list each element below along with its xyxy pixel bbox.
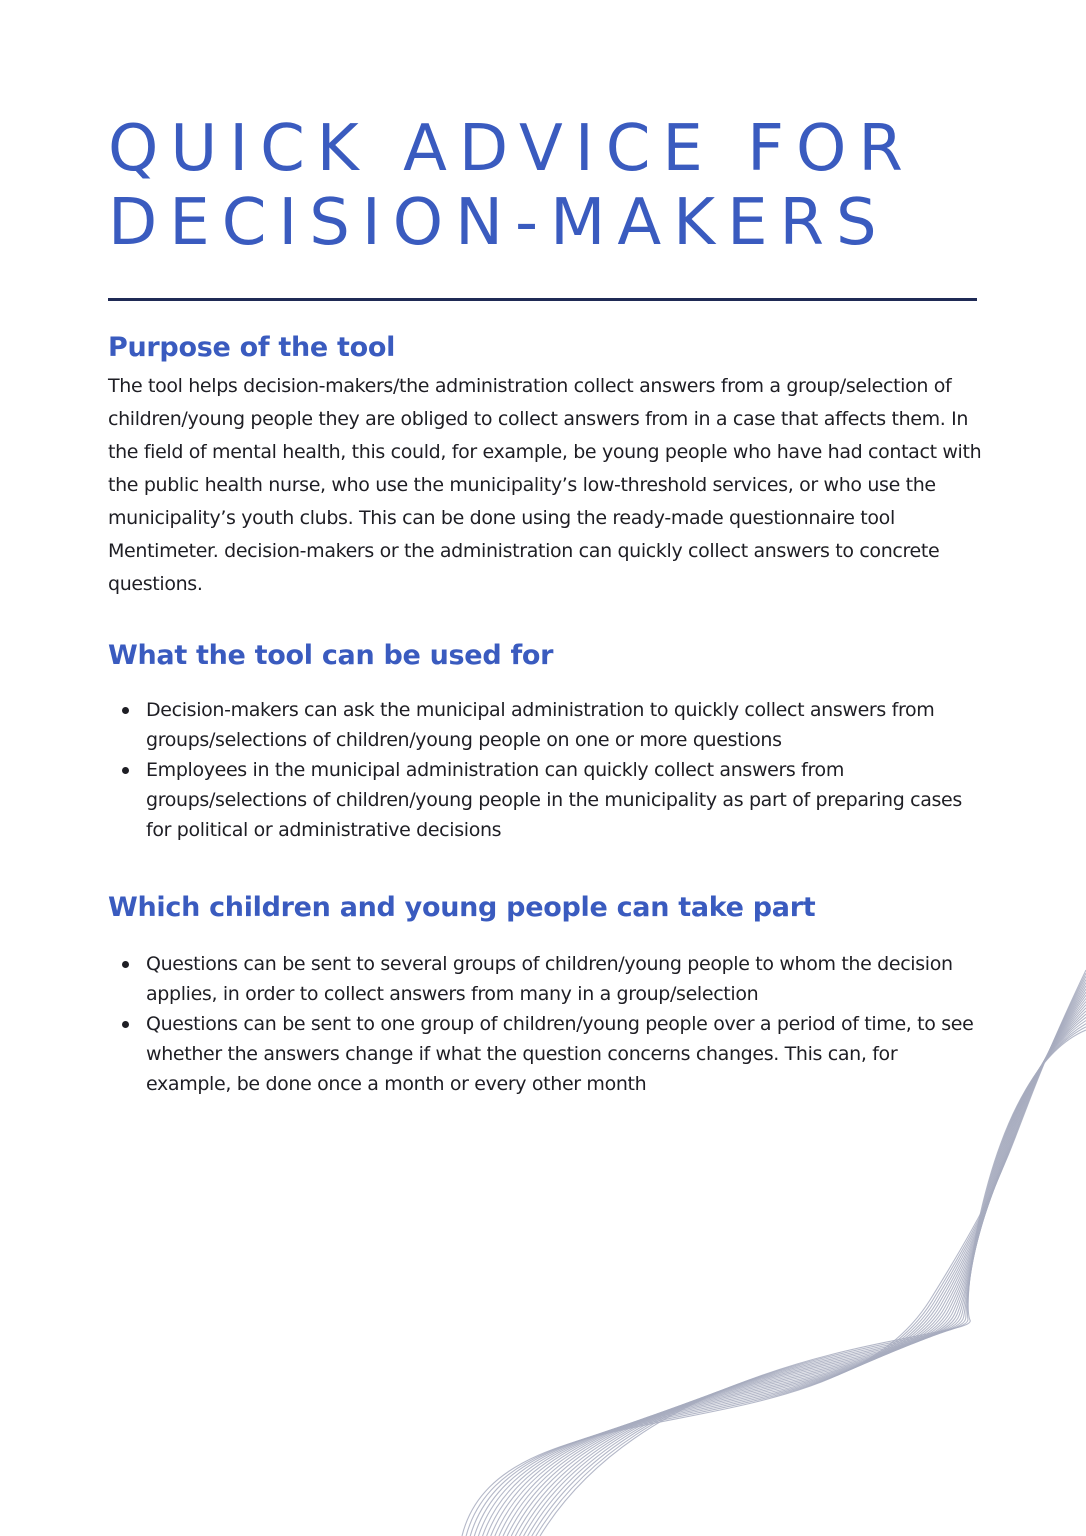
wave-line — [540, 1030, 1086, 1536]
list-item: Questions can be sent to one group of children/young people over a period of time, to see whether the answers change if what the question concerns changes. This can, for example, be done once a month or every other month — [108, 1009, 986, 1099]
list-item: Employees in the municipal administration can quickly collect answers from groups/selections of children/young people in the municipality as part of preparing cases for political or administrative decisions — [108, 755, 986, 845]
section-heading-purpose: Purpose of the tool — [108, 332, 396, 363]
wave-line — [532, 1024, 1086, 1536]
section-heading-participants: Which children and young people can take part — [108, 892, 816, 923]
page-title-line-1: QUICK ADVICE FOR — [108, 112, 915, 186]
wave-line — [536, 1027, 1086, 1536]
uses-list — [108, 695, 986, 845]
title-divider — [108, 298, 977, 301]
page-title — [108, 112, 1008, 260]
section-purpose — [108, 330, 986, 601]
purpose-paragraph: The tool helps decision-makers/the administration collect answers from a group/selection of children/young people they are obliged to collect answers from in a case that affects them. In the field of mental health, this could, for example, be young people who have had contact with the public health nurse, who use the municipality’s low-threshold services, or who use the municipality’s youth clubs. This can be done using the ready-made questionnaire tool Mentimeter. decision-makers or the administration can quickly collect answers to concrete questions. — [108, 375, 982, 595]
list-item: Decision-makers can ask the municipal administration to quickly collect answers from groups/selections of children/young people on one or more questions — [108, 695, 986, 755]
page-title-line-2: DECISION-MAKERS — [108, 186, 889, 260]
participants-list — [108, 949, 986, 1099]
section-participants — [108, 890, 986, 1099]
section-uses — [108, 638, 986, 845]
section-heading-uses: What the tool can be used for — [108, 640, 554, 671]
list-item: Questions can be sent to several groups of children/young people to whom the decision applies, in order to collect answers from many in a group/selection — [108, 949, 986, 1009]
